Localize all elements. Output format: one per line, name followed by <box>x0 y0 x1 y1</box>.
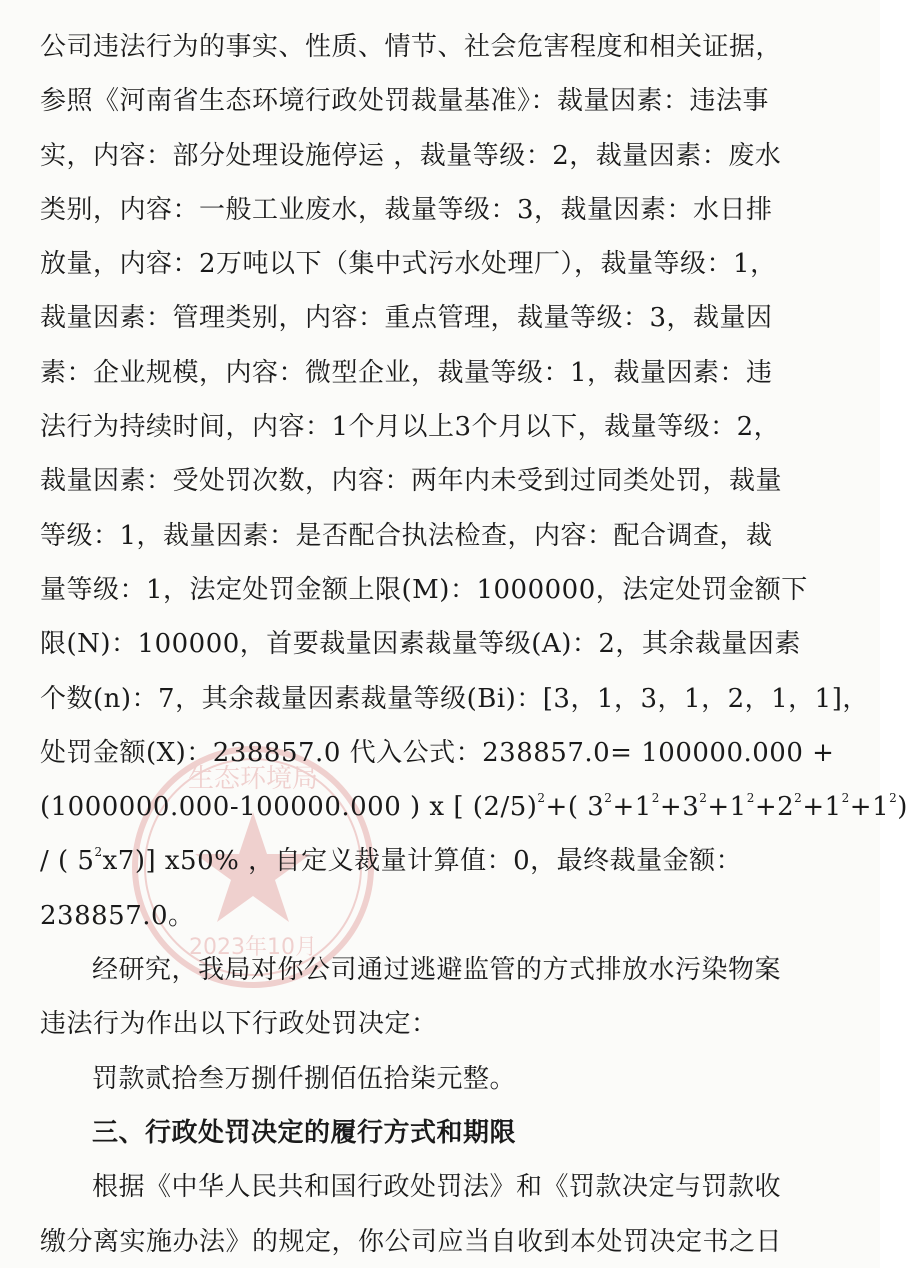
formula-part: +( 3 <box>545 792 605 823</box>
formula-exponent: 2 <box>841 790 850 805</box>
formula-exponent: 2 <box>537 790 546 805</box>
formula-part: +2 <box>754 792 795 823</box>
formula-exponent: 2 <box>794 790 803 805</box>
body-line: 等级：1，裁量因素：是否配合执法检查，内容：配合调查，裁 <box>40 520 773 551</box>
svg-text:生态环境局: 生态环境局 <box>187 764 319 794</box>
section-heading: 三、行政处罚决定的履行方式和期限 <box>92 1117 517 1148</box>
final-amount-line: 238857.0。 <box>40 900 195 931</box>
formula-exponent: 2 <box>604 790 613 805</box>
formula-exponent: 2 <box>699 790 708 805</box>
formula-part: +1 <box>707 792 747 823</box>
body-line: 放量，内容：2万吨以下（集中式污水处理厂），裁量等级：1， <box>40 249 777 280</box>
svg-text:2023年10月: 2023年10月 <box>189 935 317 960</box>
formula-exponent: 2 <box>889 790 898 805</box>
basis-paragraph-line: 根据《中华人民共和国行政处罚法》和《罚款决定与罚款收 <box>92 1172 782 1203</box>
basis-paragraph-line: 缴分离实施办法》的规定，你公司应当自收到本处罚决定书之日 <box>40 1226 783 1257</box>
formula-part: +3 <box>659 792 700 823</box>
formula-line <box>40 780 908 834</box>
formula-exponent: 2 <box>651 790 660 805</box>
formula-part: +1 <box>612 792 652 823</box>
formula-exponent: 2 <box>746 790 755 805</box>
formula-part: (1000000.000-100000.000 ) x [ (2/5) <box>40 792 538 823</box>
body-line: 处罚金额(X)：238857.0 代入公式：238857.0= 100000.000 + <box>40 737 835 768</box>
body-line: 裁量因素：管理类别，内容：重点管理，裁量等级：3，裁量因 <box>40 303 773 334</box>
formula-line <box>40 834 840 888</box>
body-line: 法行为持续时间，内容：1个月以上3个月以下，裁量等级：2， <box>40 412 781 443</box>
formula-part: +1 <box>802 792 842 823</box>
decision-paragraph-line: 违法行为作出以下行政处罚决定： <box>40 1009 438 1040</box>
fine-amount-text: 罚款贰拾叁万捌仟捌佰伍拾柒元整。 <box>92 1063 517 1094</box>
formula-exponent: 2 <box>94 844 103 859</box>
body-line: 公司违法行为的事实、性质、情节、社会危害程度和相关证据， <box>40 32 783 62</box>
decision-paragraph-line: 经研究，我局对你公司通过逃避监管的方式排放水污染物案 <box>92 955 782 986</box>
document-body <box>40 20 908 1269</box>
body-line: 类别，内容：一般工业废水，裁量等级：3，裁量因素：水日排 <box>40 194 773 225</box>
body-line: 素：企业规模，内容：微型企业，裁量等级：1，裁量因素：违 <box>40 357 773 388</box>
formula-part: ) <box>897 792 908 823</box>
formula-part: / ( 5 <box>40 846 95 877</box>
body-line: 量等级：1，法定处罚金额上限(M)：1000000，法定处罚金额下 <box>40 574 808 605</box>
formula-part: x7)] x50% ，自定义裁量计算值：0，最终裁量金额： <box>102 846 743 877</box>
body-line: 个数(n)：7，其余裁量因素裁量等级(Bi)：[3，1，3，1，2，1，1]， <box>40 683 869 714</box>
body-line: 实，内容：部分处理设施停运 ，裁量等级：2，裁量因素：废水 <box>40 140 782 171</box>
body-line: 裁量因素：受处罚次数，内容：两年内未受到过同类处罚，裁量 <box>40 466 783 497</box>
body-line: 限(N)：100000，首要裁量因素裁量等级(A)：2，其余裁量因素 <box>40 629 801 660</box>
formula-part: +1 <box>849 792 890 823</box>
body-line: 参照《河南省生态环境行政处罚裁量基准》：裁量因素：违法事 <box>40 86 770 117</box>
